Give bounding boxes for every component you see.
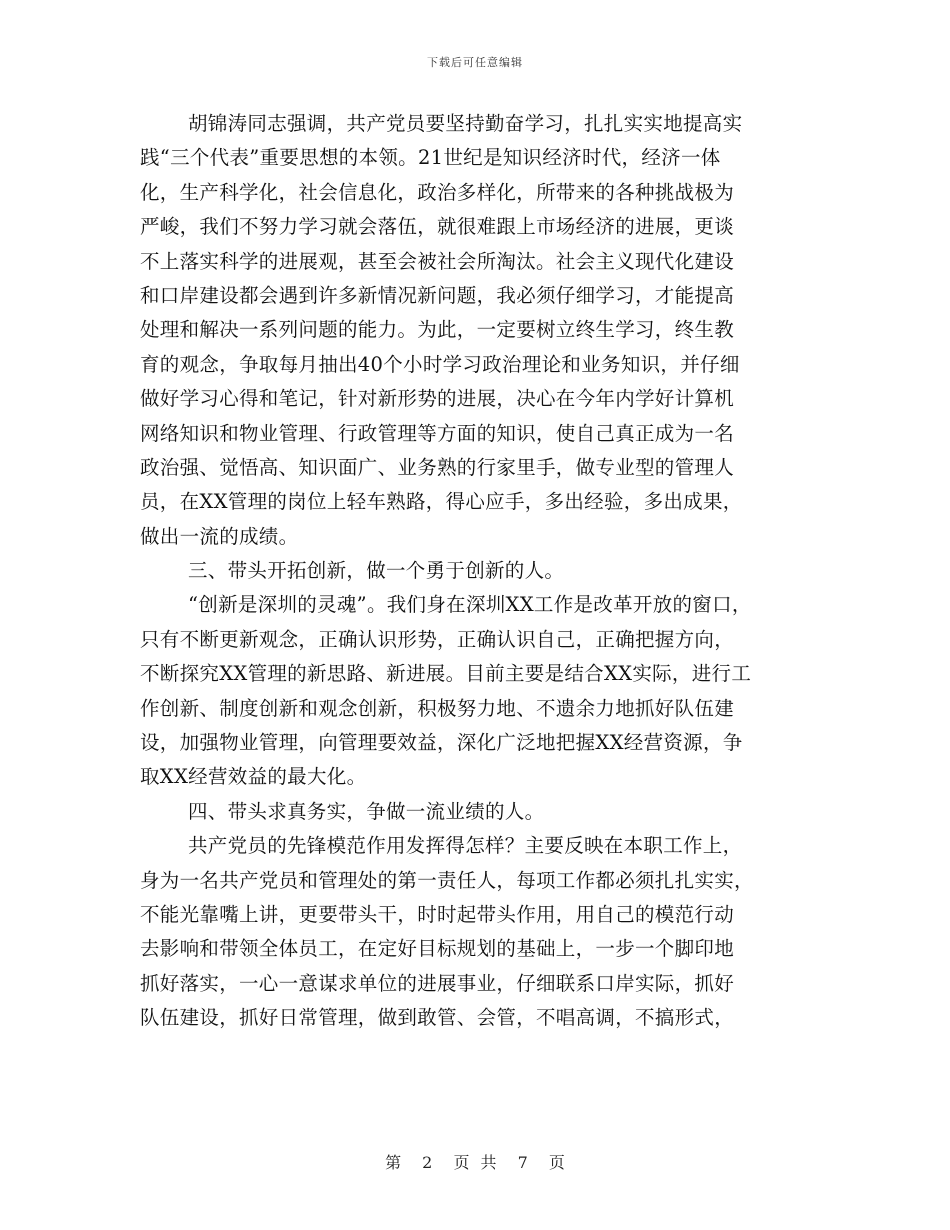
text-line: 不上落实科学的进展观，甚至会被社会所淘汰。社会主义现代化建设	[140, 249, 735, 273]
text-line: “创新是深圳的灵魂”。我们身在深圳XX工作是改革开放的窗口，	[188, 593, 752, 617]
page-number-footer	[0, 1150, 950, 1173]
text-line: 化，生产科学化，社会信息化，政治多样化，所带来的各种挑战极为	[140, 180, 735, 204]
text-line: 践“三个代表”重要思想的本领。21世纪是知识经济时代，经济一体	[140, 146, 721, 170]
text-line: 网络知识和物业管理、行政管理等方面的知识，使自己真正成为一名	[140, 421, 735, 445]
footer-current-page: 2	[422, 1153, 433, 1172]
text-line: 去影响和带领全体员工，在定好目标规划的基础上，一步一个脚印地	[140, 937, 735, 961]
text-line: 身为一名共产党员和管理处的第一责任人，每项工作都必须扎扎实实，	[140, 868, 754, 892]
text-line: 做出一流的成绩。	[140, 524, 299, 548]
text-line: 政治强、觉悟高、知识面广、业务熟的行家里手，做专业型的管理人	[140, 455, 735, 479]
text-line: 作创新、制度创新和观念创新，积极努力地、不遗余力地抓好队伍建	[140, 696, 735, 720]
text-line: 不断探究XX管理的新思路、新进展。目前主要是结合XX实际，进行工	[140, 662, 752, 686]
footer-total-pages: 7	[517, 1153, 528, 1172]
page-header-note: 下载后可任意编辑	[427, 56, 523, 69]
footer-label-end: 页	[548, 1153, 565, 1172]
text-line: 和口岸建设都会遇到许多新情况新问题，我必须仔细学习，才能提高	[140, 283, 735, 307]
text-line: 队伍建设，抓好日常管理，做到敢管、会管，不唱高调，不搞形式，	[140, 1006, 735, 1030]
text-line: 抓好落实，一心一意谋求单位的进展事业，仔细联系口岸实际，抓好	[140, 971, 735, 995]
text-line: 不能光靠嘴上讲，更要带头干，时时起带头作用，用自己的模范行动	[140, 902, 735, 926]
text-line: 胡锦涛同志强调，共产党员要坚持勤奋学习，扎扎实实地提高实	[188, 112, 743, 135]
text-line: 设，加强物业管理，向管理要效益，深化广泛地把握XX经营资源，争	[140, 731, 743, 755]
text-line: 做好学习心得和笔记，针对新形势的进展，决心在今年内学好计算机	[140, 387, 735, 411]
text-line: 育的观念，争取每月抽出40个小时学习政治理论和业务知识，并仔细	[140, 352, 740, 376]
text-line: 严峻，我们不努力学习就会落伍，就很难跟上市场经济的进展，更谈	[140, 215, 735, 239]
text-line: 取XX经营效益的最大化。	[140, 765, 367, 789]
text-line: 只有不断更新观念，正确认识形势，正确认识自己，正确把握方向，	[140, 627, 735, 651]
footer-label-page: 第	[385, 1153, 402, 1172]
footer-label-of: 页 共	[453, 1153, 497, 1172]
text-line: 共产党员的先锋模范作用发挥得怎样？主要反映在本职工作上，	[188, 834, 743, 858]
document-body	[140, 107, 830, 1036]
section-heading: 三、带头开拓创新，做一个勇于创新的人。	[188, 559, 565, 583]
section-heading: 四、带头求真务实，争做一流业绩的人。	[188, 799, 545, 823]
text-line: 处理和解决一系列问题的能力。为此，一定要树立终生学习，终生教	[140, 318, 735, 342]
text-line: 员，在XX管理的岗位上轻车熟路，得心应手，多出经验，多出成果，	[140, 490, 743, 514]
